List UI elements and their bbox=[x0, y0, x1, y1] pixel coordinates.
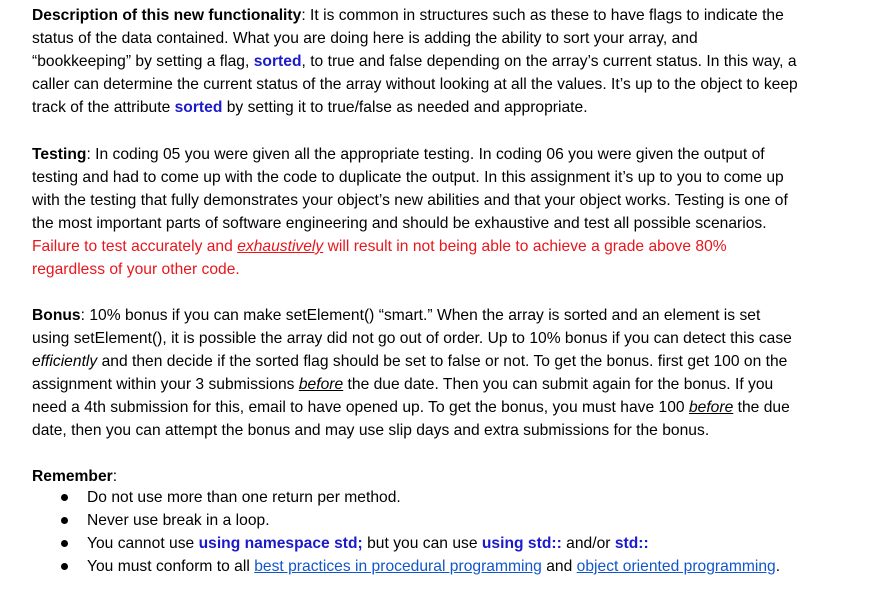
testing-line-3: with the testing that fully demonstrates your object’s new abilities and that your object works. Testing is one of bbox=[32, 192, 788, 209]
bonus-line-6: date, then you can attempt the bonus and may use slip days and extra submissions for the bonus. bbox=[32, 422, 710, 439]
text: the due bbox=[733, 399, 790, 416]
bullet-icon bbox=[61, 494, 68, 501]
link-procedural-programming[interactable]: best practices in procedural programming bbox=[254, 558, 542, 575]
bonus-line-3 bbox=[32, 352, 787, 372]
bonus-line-2: using setElement(), it is possible the array did not go out of order. Up to 10% bonus if you can detect this case bbox=[32, 330, 792, 347]
functionality-line-1 bbox=[32, 6, 784, 26]
text: “bookkeeping” by setting a flag, bbox=[32, 53, 254, 70]
text: You cannot use bbox=[87, 535, 199, 552]
functionality-line-3 bbox=[32, 52, 797, 72]
testing-heading: Testing bbox=[32, 146, 87, 163]
text: : bbox=[112, 468, 118, 485]
text: and then decide if the sorted flag should be set to false or not. To get the bonus. first get 100 on the bbox=[97, 353, 788, 370]
testing-line-4: the most important parts of software engineering and should be exhaustive and test all possible scenarios. bbox=[32, 215, 767, 232]
remember-item-1: Do not use more than one return per method. bbox=[87, 489, 401, 506]
text: : It is common in structures such as these to have flags to indicate the bbox=[301, 7, 784, 24]
keyword-sorted: sorted bbox=[253, 53, 302, 70]
text: will result in not being able to achieve a grade above 80% bbox=[323, 238, 727, 255]
bullet-icon bbox=[61, 517, 68, 524]
exhaustively-emphasis: exhaustively bbox=[237, 238, 324, 255]
bullet-icon bbox=[61, 540, 68, 547]
bonus-line-5 bbox=[32, 398, 790, 418]
text: : In coding 05 you were given all the appropriate testing. In coding 06 you were given the output of bbox=[86, 146, 765, 163]
testing-line-2: testing and had to come up with the code to duplicate the output. In this assignment it’s up to you to come up bbox=[32, 169, 784, 186]
text: by setting it to true/false as needed and appropriate. bbox=[222, 99, 588, 116]
text: assignment within your 3 submissions bbox=[32, 376, 299, 393]
testing-line-1 bbox=[32, 145, 765, 165]
testing-warning-line-2: regardless of your other code. bbox=[32, 261, 240, 278]
text: need a 4th submission for this, email to have opened up. To get the bonus, you must have 100 bbox=[32, 399, 689, 416]
keyword-using-std: using std:: bbox=[481, 535, 562, 552]
before-emphasis: before bbox=[688, 399, 734, 416]
text: : 10% bonus if you can make setElement() “smart.” When the array is sorted and an element is set bbox=[80, 307, 761, 324]
text: track of the attribute bbox=[32, 99, 175, 116]
text: and/or bbox=[561, 535, 615, 552]
text: , to true and false depending on the array’s current status. In this way, a bbox=[301, 53, 797, 70]
bonus-line-4 bbox=[32, 375, 773, 395]
link-object-oriented-programming[interactable]: object oriented programming bbox=[576, 558, 776, 575]
remember-item-4 bbox=[87, 557, 780, 577]
functionality-line-5 bbox=[32, 98, 588, 118]
remember-item-3 bbox=[87, 534, 649, 554]
text: . bbox=[775, 558, 781, 575]
bonus-line-1 bbox=[32, 306, 760, 326]
remember-heading-line bbox=[32, 467, 117, 487]
text: You must conform to all bbox=[87, 558, 255, 575]
text: and bbox=[541, 558, 577, 575]
functionality-heading: Description of this new functionality bbox=[32, 7, 302, 24]
functionality-line-4: caller can determine the current status of the array without looking at all the values. It’s up to the object to keep bbox=[32, 76, 798, 93]
keyword-sorted: sorted bbox=[174, 99, 223, 116]
keyword-using-namespace-std: using namespace std; bbox=[198, 535, 363, 552]
bonus-heading: Bonus bbox=[32, 307, 81, 324]
functionality-line-2: status of the data contained. What you are doing here is adding the ability to sort your array, and bbox=[32, 30, 698, 47]
bullet-icon bbox=[61, 563, 68, 570]
text: the due date. Then you can submit again for the bonus. If you bbox=[343, 376, 774, 393]
efficiently-emphasis: efficiently bbox=[32, 353, 98, 370]
testing-warning-line-1 bbox=[32, 237, 727, 257]
text: Failure to test accurately and bbox=[32, 238, 238, 255]
remember-heading: Remember bbox=[32, 468, 113, 485]
before-emphasis: before bbox=[298, 376, 344, 393]
remember-item-2: Never use break in a loop. bbox=[87, 512, 270, 529]
keyword-std: std:: bbox=[614, 535, 649, 552]
text: but you can use bbox=[362, 535, 482, 552]
